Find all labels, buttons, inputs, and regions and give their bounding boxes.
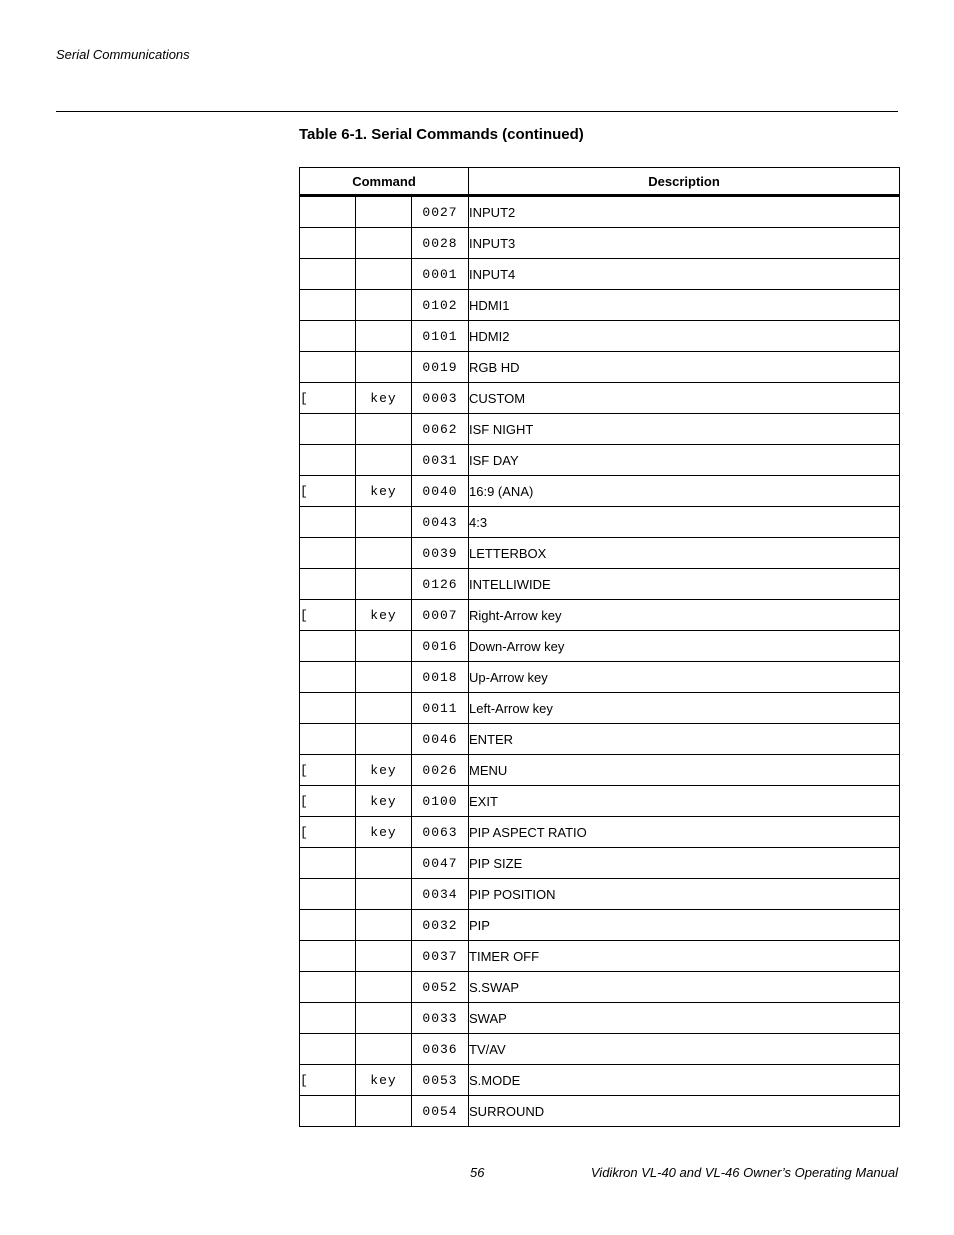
command-prefix-cell: [ [300, 1065, 356, 1096]
table-row [300, 600, 900, 631]
description-cell: TV/AV [469, 1034, 900, 1065]
command-key-cell [356, 941, 412, 972]
command-prefix-cell: [ [300, 817, 356, 848]
command-key-cell: key [356, 1065, 412, 1096]
command-key-cell [356, 569, 412, 600]
description-cell: Right-Arrow key [469, 600, 900, 631]
table-row [300, 414, 900, 445]
command-prefix-cell [300, 538, 356, 569]
description-cell: 16:9 (ANA) [469, 476, 900, 507]
command-prefix-cell [300, 1034, 356, 1065]
command-key-cell [356, 445, 412, 476]
command-prefix-cell [300, 631, 356, 662]
description-cell: ENTER [469, 724, 900, 755]
command-prefix-cell: [ [300, 786, 356, 817]
description-cell: 4:3 [469, 507, 900, 538]
command-prefix-cell [300, 941, 356, 972]
command-key-cell: key [356, 755, 412, 786]
command-code-cell: 0011 [412, 693, 469, 724]
command-code-cell: 0101 [412, 321, 469, 352]
command-code-cell: 0053 [412, 1065, 469, 1096]
command-key-cell [356, 538, 412, 569]
table-row [300, 693, 900, 724]
command-code-cell: 0036 [412, 1034, 469, 1065]
table-row [300, 755, 900, 786]
command-code-cell: 0126 [412, 569, 469, 600]
command-key-cell [356, 1034, 412, 1065]
command-prefix-cell [300, 693, 356, 724]
command-prefix-cell [300, 445, 356, 476]
command-code-cell: 0033 [412, 1003, 469, 1034]
command-code-cell: 0040 [412, 476, 469, 507]
description-cell: Up-Arrow key [469, 662, 900, 693]
column-header-description: Description [469, 168, 900, 196]
command-code-cell: 0026 [412, 755, 469, 786]
command-code-cell: 0034 [412, 879, 469, 910]
table-row [300, 445, 900, 476]
table-body [300, 196, 900, 1127]
command-code-cell: 0039 [412, 538, 469, 569]
manual-title: Vidikron VL-40 and VL-46 Owner’s Operating Manual [590, 1165, 898, 1180]
description-cell: PIP ASPECT RATIO [469, 817, 900, 848]
column-header-command: Command [300, 168, 469, 196]
command-key-cell: key [356, 600, 412, 631]
command-prefix-cell [300, 321, 356, 352]
description-cell: ISF DAY [469, 445, 900, 476]
description-cell: RGB HD [469, 352, 900, 383]
command-key-cell [356, 196, 412, 228]
command-key-cell [356, 321, 412, 352]
command-prefix-cell [300, 879, 356, 910]
command-prefix-cell [300, 662, 356, 693]
command-key-cell [356, 724, 412, 755]
description-cell: INPUT4 [469, 259, 900, 290]
description-cell: HDMI1 [469, 290, 900, 321]
command-key-cell [356, 507, 412, 538]
table-row [300, 383, 900, 414]
command-key-cell: key [356, 383, 412, 414]
command-code-cell: 0062 [412, 414, 469, 445]
command-key-cell [356, 1096, 412, 1127]
command-key-cell [356, 1003, 412, 1034]
command-key-cell [356, 352, 412, 383]
table-row [300, 259, 900, 290]
command-code-cell: 0043 [412, 507, 469, 538]
command-key-cell: key [356, 476, 412, 507]
command-code-cell: 0032 [412, 910, 469, 941]
description-cell: INPUT2 [469, 196, 900, 228]
page-number: 56 [470, 1165, 485, 1180]
command-code-cell: 0018 [412, 662, 469, 693]
command-code-cell: 0003 [412, 383, 469, 414]
description-cell: LETTERBOX [469, 538, 900, 569]
table-row [300, 352, 900, 383]
table-row [300, 1065, 900, 1096]
table-row [300, 631, 900, 662]
command-code-cell: 0102 [412, 290, 469, 321]
command-code-cell: 0047 [412, 848, 469, 879]
table-row [300, 321, 900, 352]
description-cell: Down-Arrow key [469, 631, 900, 662]
description-cell: Left-Arrow key [469, 693, 900, 724]
description-cell: MENU [469, 755, 900, 786]
command-key-cell [356, 972, 412, 1003]
command-key-cell [356, 879, 412, 910]
command-key-cell [356, 259, 412, 290]
command-key-cell: key [356, 817, 412, 848]
command-key-cell [356, 910, 412, 941]
command-prefix-cell [300, 507, 356, 538]
table-row [300, 786, 900, 817]
table-header-row [300, 168, 900, 196]
command-prefix-cell [300, 1003, 356, 1034]
command-key-cell [356, 414, 412, 445]
command-prefix-cell [300, 414, 356, 445]
description-cell: EXIT [469, 786, 900, 817]
command-prefix-cell [300, 724, 356, 755]
command-key-cell [356, 290, 412, 321]
description-cell: TIMER OFF [469, 941, 900, 972]
command-code-cell: 0063 [412, 817, 469, 848]
description-cell: PIP POSITION [469, 879, 900, 910]
serial-commands-table [299, 167, 900, 1127]
command-prefix-cell [300, 352, 356, 383]
table-row [300, 569, 900, 600]
description-cell: INTELLIWIDE [469, 569, 900, 600]
command-code-cell: 0028 [412, 228, 469, 259]
description-cell: SURROUND [469, 1096, 900, 1127]
command-code-cell: 0016 [412, 631, 469, 662]
command-key-cell [356, 631, 412, 662]
command-prefix-cell [300, 972, 356, 1003]
table-row [300, 972, 900, 1003]
table-row [300, 724, 900, 755]
table-row [300, 196, 900, 228]
command-prefix-cell [300, 1096, 356, 1127]
table-row [300, 662, 900, 693]
command-key-cell [356, 662, 412, 693]
command-code-cell: 0100 [412, 786, 469, 817]
command-code-cell: 0019 [412, 352, 469, 383]
command-prefix-cell [300, 259, 356, 290]
command-code-cell: 0054 [412, 1096, 469, 1127]
table-row [300, 290, 900, 321]
running-header: Serial Communications [56, 47, 190, 62]
description-cell: CUSTOM [469, 383, 900, 414]
command-code-cell: 0037 [412, 941, 469, 972]
command-prefix-cell [300, 910, 356, 941]
table-row [300, 848, 900, 879]
table-row [300, 817, 900, 848]
table-row [300, 507, 900, 538]
table-row [300, 1034, 900, 1065]
command-prefix-cell [300, 569, 356, 600]
command-prefix-cell: [ [300, 600, 356, 631]
description-cell: PIP SIZE [469, 848, 900, 879]
table-row [300, 1096, 900, 1127]
description-cell: HDMI2 [469, 321, 900, 352]
table-row [300, 476, 900, 507]
description-cell: ISF NIGHT [469, 414, 900, 445]
command-code-cell: 0052 [412, 972, 469, 1003]
command-key-cell: key [356, 786, 412, 817]
command-prefix-cell [300, 196, 356, 228]
command-code-cell: 0027 [412, 196, 469, 228]
command-key-cell [356, 228, 412, 259]
table-row [300, 538, 900, 569]
command-prefix-cell [300, 290, 356, 321]
command-code-cell: 0046 [412, 724, 469, 755]
command-key-cell [356, 693, 412, 724]
description-cell: SWAP [469, 1003, 900, 1034]
command-prefix-cell: [ [300, 383, 356, 414]
header-rule [56, 111, 898, 112]
table-title: Table 6-1. Serial Commands (continued) [299, 126, 584, 143]
table-row [300, 941, 900, 972]
table-row [300, 228, 900, 259]
command-prefix-cell: [ [300, 755, 356, 786]
table-row [300, 910, 900, 941]
table-row [300, 1003, 900, 1034]
description-cell: S.SWAP [469, 972, 900, 1003]
description-cell: S.MODE [469, 1065, 900, 1096]
command-code-cell: 0007 [412, 600, 469, 631]
command-code-cell: 0001 [412, 259, 469, 290]
command-prefix-cell [300, 848, 356, 879]
description-cell: PIP [469, 910, 900, 941]
command-key-cell [356, 848, 412, 879]
command-prefix-cell: [ [300, 476, 356, 507]
table-row [300, 879, 900, 910]
description-cell: INPUT3 [469, 228, 900, 259]
command-code-cell: 0031 [412, 445, 469, 476]
command-prefix-cell [300, 228, 356, 259]
